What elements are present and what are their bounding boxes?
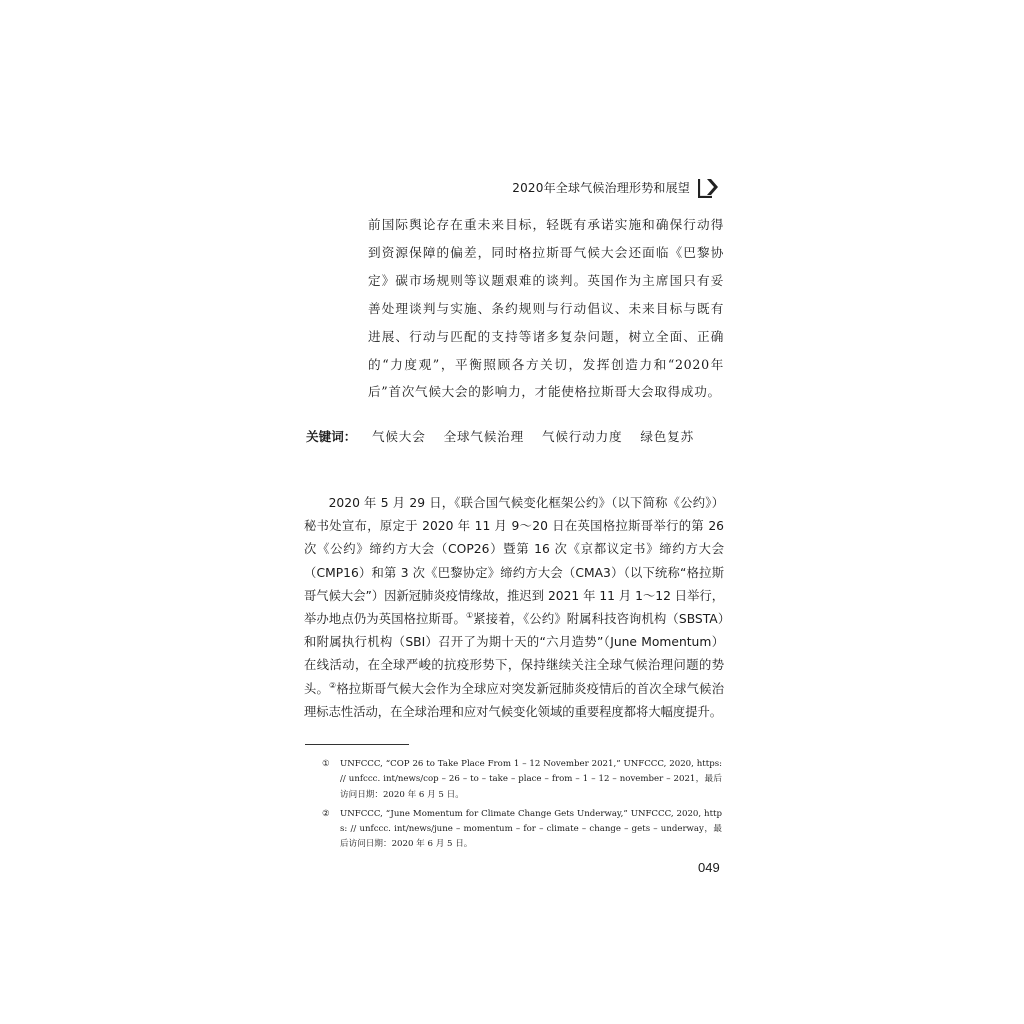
footnote-divider [305, 744, 409, 745]
abstract-section [368, 211, 724, 406]
page-number: 049 [698, 860, 720, 875]
footnote-ref[interactable]: ② [329, 680, 337, 690]
footnote-text: UNFCCC, “June Momentum for Climate Change Gets Underway,” UNFCCC, 2020, https: // unfccc. int/news/june – momentum – for – climate – change – gets – underway，最后访问日期：2020 年 6 月 5 日。 [340, 808, 722, 850]
body-sentence: 格拉斯哥气候大会作为全球应对突发新冠肺炎疫情后的首次全球气候治理标志性活动，在全球治理和应对气候变化领域的重要程度都将大幅度提升。 [304, 681, 724, 719]
body-paragraph [304, 492, 724, 724]
footnote-text: UNFCCC, “COP 26 to Take Place From 1 – 12 November 2021,” UNFCCC, 2020, https: // unfccc. int/news/cop – 26 – to – take – place – from – 1 – 12 – november – 2021，最后访问日期：2020 年 6 月 5 日。 [340, 759, 722, 800]
keywords-line [306, 426, 726, 445]
body-sentence: 2020 年 5 月 29 日，《联合国气候变化框架公约》（以下简称《公约》）秘书处宣布，原定于 2020 年 11 月 9～20 日在英国格拉斯哥举行的第 26 次《公约》缔约方大会（COP26）暨第 16 次《京都议定书》缔约方大会（CMP16）和第 3 次《巴黎协定》缔约方大会（CMA3）（以下统称“格拉斯哥气候大会”）因新冠肺炎疫情缘故，推迟到 2021 年 11 月 1～12 日举行，举办地点仍为英国格拉斯哥。 [304, 496, 724, 627]
abstract-paragraph: 前国际舆论存在重未来目标，轻既有承诺实施和确保行动得到资源保障的偏差，同时格拉斯哥气候大会还面临《巴黎协定》碳市场规则等议题艰难的谈判。英国作为主席国只有妥善处理谈判与实施、条约规则与行动倡议、未来目标与既有进展、行动与匹配的支持等诸多复杂问题，树立全面、正确的“力度观”，平衡照顾各方关切，发挥创造力和“2020年后”首次气候大会的影响力，才能使格拉斯哥大会取得成功。 [368, 217, 724, 400]
body-text [304, 492, 724, 724]
footnote-ref[interactable]: ① [465, 610, 474, 620]
footnote-marker: ② [322, 808, 330, 819]
footnote [322, 807, 722, 853]
footnote-marker: ① [322, 759, 330, 769]
keyword-item: 绿色复苏 [640, 429, 694, 444]
keyword-item: 气候大会 [372, 429, 426, 444]
footnote [322, 757, 722, 803]
keyword-item: 气候行动力度 [542, 429, 623, 444]
footnotes-section [322, 757, 722, 857]
chapter-arrow-icon [698, 176, 724, 198]
body-sentence: 紧接着，《公约》附属科技咨询机构（SBSTA）和附属执行机构（SBI）召开了为期十天的“六月造势”（June Momentum）在线活动，在全球严峻的抗疫形势下，保持继续关注全球气候治理问题的势头。 [304, 612, 724, 696]
running-header-title: 2020年全球气候治理形势和展望 [512, 181, 690, 195]
keyword-item: 全球气候治理 [443, 429, 524, 444]
keywords-label: 关键词： [306, 429, 357, 444]
running-header [480, 176, 724, 198]
